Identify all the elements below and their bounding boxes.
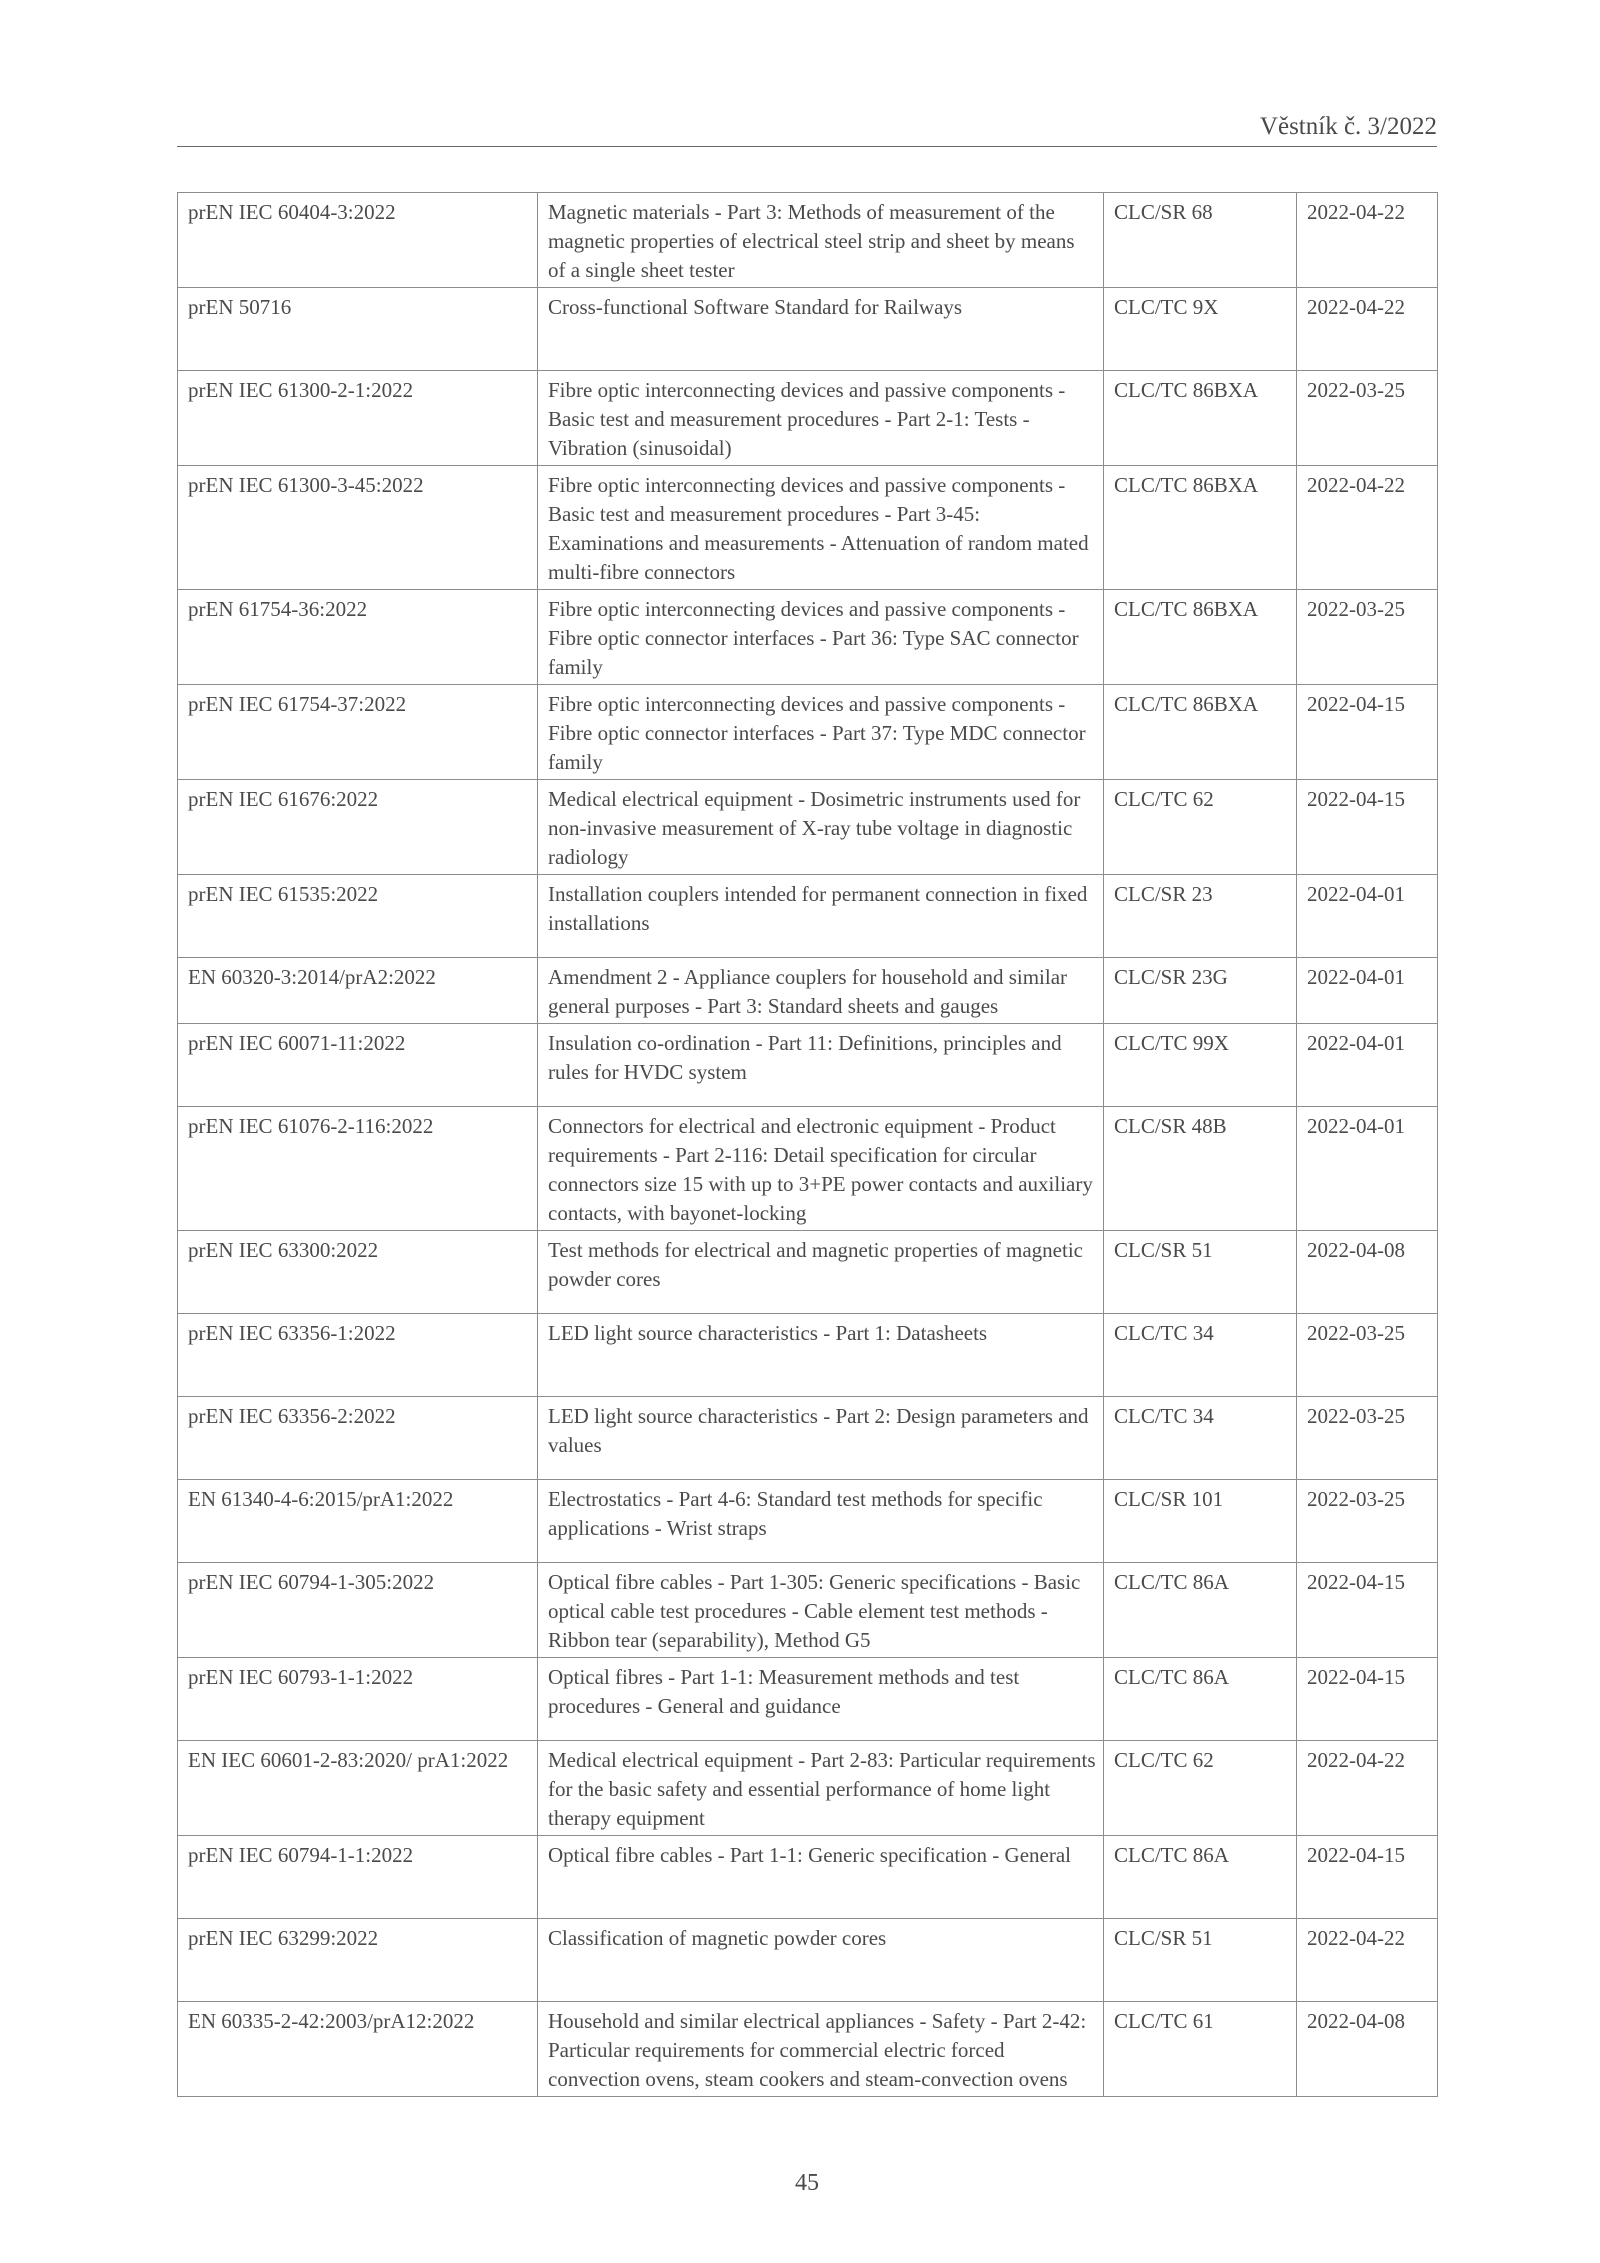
standard-code: prEN IEC 60794-1-305:2022 [178,1563,538,1658]
table-row [178,1741,1438,1836]
standard-code: prEN IEC 63299:2022 [178,1919,538,2002]
table-row [178,1658,1438,1741]
standard-code: prEN 50716 [178,288,538,371]
table-row [178,1563,1438,1658]
deadline-date: 2022-04-22 [1297,1919,1438,2002]
deadline-date: 2022-03-25 [1297,590,1438,685]
deadline-date: 2022-04-01 [1297,875,1438,958]
deadline-date: 2022-04-01 [1297,1107,1438,1231]
deadline-date: 2022-03-25 [1297,371,1438,466]
table-row [178,590,1438,685]
standard-code: prEN IEC 61676:2022 [178,780,538,875]
standard-title: Classification of magnetic powder cores [538,1919,1104,2002]
standard-code: EN 61340-4-6:2015/prA1:2022 [178,1480,538,1563]
header-divider [177,146,1437,147]
committee-code: CLC/SR 23G [1104,958,1297,1024]
standard-title: LED light source characteristics - Part 1: Datasheets [538,1314,1104,1397]
deadline-date: 2022-04-15 [1297,1658,1438,1741]
standard-code: prEN IEC 60793-1-1:2022 [178,1658,538,1741]
standard-code: prEN IEC 63356-2:2022 [178,1397,538,1480]
committee-code: CLC/TC 99X [1104,1024,1297,1107]
deadline-date: 2022-03-25 [1297,1314,1438,1397]
standard-code: prEN IEC 61076-2-116:2022 [178,1107,538,1231]
committee-code: CLC/TC 86A [1104,1658,1297,1741]
table-row [178,685,1438,780]
standard-code: prEN IEC 61535:2022 [178,875,538,958]
standard-title: Medical electrical equipment - Dosimetric instruments used for non-invasive measurement of X-ray tube voltage in diagnostic radiology [538,780,1104,875]
committee-code: CLC/TC 86A [1104,1836,1297,1919]
standard-title: Optical fibres - Part 1-1: Measurement methods and test procedures - General and guidance [538,1658,1104,1741]
committee-code: CLC/TC 34 [1104,1314,1297,1397]
standard-code: prEN IEC 61754-37:2022 [178,685,538,780]
standard-title: Fibre optic interconnecting devices and passive components - Fibre optic connector interfaces - Part 37: Type MDC connector family [538,685,1104,780]
table-row [178,958,1438,1024]
deadline-date: 2022-04-15 [1297,685,1438,780]
standard-code: prEN IEC 60071-11:2022 [178,1024,538,1107]
table-row [178,1836,1438,1919]
standard-title: Installation couplers intended for permanent connection in fixed installations [538,875,1104,958]
standard-code: EN 60335-2-42:2003/prA12:2022 [178,2002,538,2097]
committee-code: CLC/TC 61 [1104,2002,1297,2097]
table-row [178,1107,1438,1231]
deadline-date: 2022-04-08 [1297,2002,1438,2097]
standard-code: prEN IEC 63300:2022 [178,1231,538,1314]
table-row [178,288,1438,371]
standard-title: Amendment 2 - Appliance couplers for household and similar general purposes - Part 3: Standard sheets and gauges [538,958,1104,1024]
table-row [178,780,1438,875]
committee-code: CLC/TC 34 [1104,1397,1297,1480]
committee-code: CLC/TC 62 [1104,780,1297,875]
table-row [178,371,1438,466]
committee-code: CLC/TC 86BXA [1104,590,1297,685]
committee-code: CLC/TC 86BXA [1104,685,1297,780]
standard-title: Fibre optic interconnecting devices and passive components - Fibre optic connector interfaces - Part 36: Type SAC connector family [538,590,1104,685]
deadline-date: 2022-04-22 [1297,1741,1438,1836]
deadline-date: 2022-04-15 [1297,1836,1438,1919]
table-row [178,1231,1438,1314]
table-row [178,875,1438,958]
standard-code: prEN IEC 63356-1:2022 [178,1314,538,1397]
table-row [178,1919,1438,2002]
standard-title: Medical electrical equipment - Part 2-83: Particular requirements for the basic safety and essential performance of home light therapy equipment [538,1741,1104,1836]
standard-title: Optical fibre cables - Part 1-1: Generic specification - General [538,1836,1104,1919]
standard-code: prEN IEC 61300-3-45:2022 [178,466,538,590]
standard-title: Electrostatics - Part 4-6: Standard test methods for specific applications - Wrist straps [538,1480,1104,1563]
committee-code: CLC/SR 23 [1104,875,1297,958]
standard-code: EN IEC 60601-2-83:2020/ prA1:2022 [178,1741,538,1836]
table-row [178,1314,1438,1397]
table-row [178,466,1438,590]
standard-title: Optical fibre cables - Part 1-305: Generic specifications - Basic optical cable test procedures - Cable element test methods - Ribbon tear (separability), Method G5 [538,1563,1104,1658]
committee-code: CLC/TC 86BXA [1104,371,1297,466]
standard-title: Household and similar electrical appliances - Safety - Part 2-42: Particular requirements for commercial electric forced convection ovens, steam cookers and steam-convection ovens [538,2002,1104,2097]
standard-title: LED light source characteristics - Part 2: Design parameters and values [538,1397,1104,1480]
page-header: Věstník č. 3/2022 [1259,113,1437,140]
deadline-date: 2022-04-01 [1297,958,1438,1024]
deadline-date: 2022-03-25 [1297,1480,1438,1563]
deadline-date: 2022-03-25 [1297,1397,1438,1480]
standard-title: Fibre optic interconnecting devices and passive components - Basic test and measurement procedures - Part 2-1: Tests - Vibration (sinusoidal) [538,371,1104,466]
standard-code: EN 60320-3:2014/prA2:2022 [178,958,538,1024]
standard-code: prEN IEC 61300-2-1:2022 [178,371,538,466]
table-row [178,193,1438,288]
committee-code: CLC/TC 86A [1104,1563,1297,1658]
table-row [178,1480,1438,1563]
standard-code: prEN IEC 60404-3:2022 [178,193,538,288]
committee-code: CLC/TC 9X [1104,288,1297,371]
standard-title: Magnetic materials - Part 3: Methods of measurement of the magnetic properties of electrical steel strip and sheet by means of a single sheet tester [538,193,1104,288]
deadline-date: 2022-04-22 [1297,288,1438,371]
committee-code: CLC/SR 48B [1104,1107,1297,1231]
standard-title: Connectors for electrical and electronic equipment - Product requirements - Part 2-116: Detail specification for circular connectors size 15 with up to 3+PE power contacts and auxiliary contacts, with bayonet-locking [538,1107,1104,1231]
deadline-date: 2022-04-08 [1297,1231,1438,1314]
standards-table-body [178,193,1438,2097]
standard-title: Fibre optic interconnecting devices and passive components - Basic test and measurement procedures - Part 3-45: Examinations and measurements - Attenuation of random mated multi-fibre connectors [538,466,1104,590]
deadline-date: 2022-04-15 [1297,780,1438,875]
deadline-date: 2022-04-22 [1297,466,1438,590]
standard-code: prEN IEC 60794-1-1:2022 [178,1836,538,1919]
table-row [178,1397,1438,1480]
deadline-date: 2022-04-15 [1297,1563,1438,1658]
standard-title: Insulation co-ordination - Part 11: Definitions, principles and rules for HVDC system [538,1024,1104,1107]
committee-code: CLC/SR 51 [1104,1231,1297,1314]
standards-table [177,192,1438,2097]
table-row [178,2002,1438,2097]
standard-title: Cross-functional Software Standard for Railways [538,288,1104,371]
committee-code: CLC/TC 86BXA [1104,466,1297,590]
committee-code: CLC/SR 51 [1104,1919,1297,2002]
table-row [178,1024,1438,1107]
page-number: 45 [795,2170,819,2196]
standard-title: Test methods for electrical and magnetic properties of magnetic powder cores [538,1231,1104,1314]
committee-code: CLC/SR 68 [1104,193,1297,288]
deadline-date: 2022-04-01 [1297,1024,1438,1107]
committee-code: CLC/TC 62 [1104,1741,1297,1836]
committee-code: CLC/SR 101 [1104,1480,1297,1563]
standard-code: prEN 61754-36:2022 [178,590,538,685]
deadline-date: 2022-04-22 [1297,193,1438,288]
